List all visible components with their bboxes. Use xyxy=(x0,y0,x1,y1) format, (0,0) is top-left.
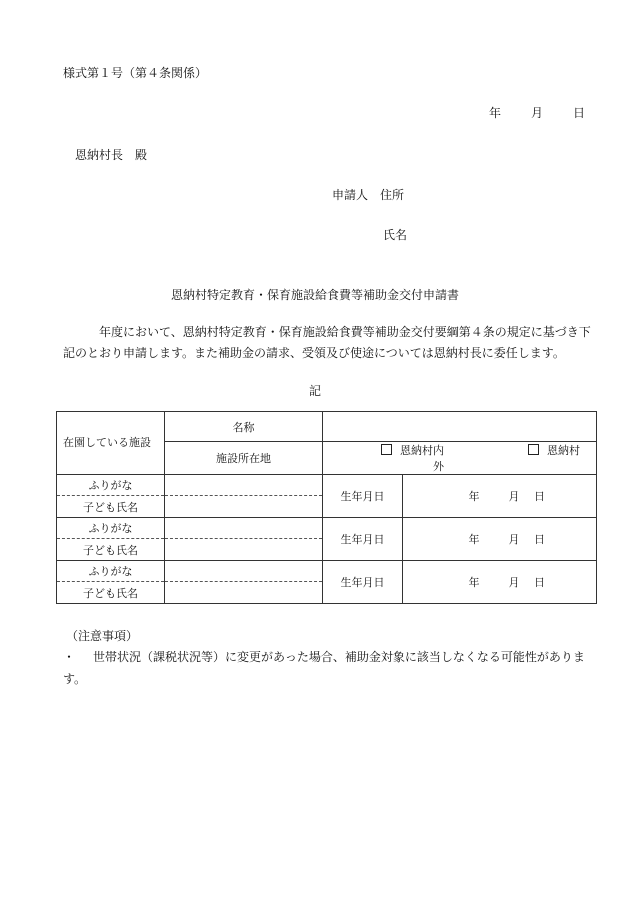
date-month: 月 xyxy=(531,106,544,120)
checkbox-icon[interactable] xyxy=(381,444,392,455)
application-table xyxy=(56,411,597,604)
birth-month: 月 xyxy=(508,490,520,503)
child-name-field[interactable] xyxy=(165,539,323,561)
birth-month: 月 xyxy=(508,576,520,589)
facility-name-field[interactable] xyxy=(323,412,597,442)
birth-day: 日 xyxy=(534,533,545,546)
furigana-label: ふりがな xyxy=(57,475,165,496)
in-village-label: 恩納村内 xyxy=(400,444,444,457)
checkbox-icon[interactable] xyxy=(528,444,539,455)
child-name-label: 子ども氏名 xyxy=(57,539,165,561)
bullet-icon: ・ xyxy=(63,650,76,664)
applicant-address-label: 申請人 住所 xyxy=(332,188,405,202)
date-line xyxy=(489,104,585,121)
furigana-label: ふりがな xyxy=(57,561,165,582)
birth-day: 日 xyxy=(534,490,545,503)
notes-title: （注意事項） xyxy=(66,629,139,643)
facility-label: 在園している施設 xyxy=(57,412,165,475)
body-text: 年度において、恩納村特定教育・保育施設給食費等補助金交付要綱第４条の規定に基づき下記のとおり申請します。また補助金の請求、受領及び使途については恩納村長に委任します。 xyxy=(63,325,591,360)
birthdate-field[interactable] xyxy=(403,518,597,561)
notes-item xyxy=(63,646,598,690)
birth-month: 月 xyxy=(508,533,520,546)
in-village-option[interactable] xyxy=(381,444,444,457)
child-name-field[interactable] xyxy=(165,582,323,604)
out-village-option[interactable] xyxy=(433,444,580,473)
date-year: 年 xyxy=(489,106,502,120)
applicant-name-label: 氏名 xyxy=(383,228,408,242)
furigana-field[interactable] xyxy=(165,561,323,582)
out-village-label: 恩納村外 xyxy=(433,444,580,473)
date-day: 日 xyxy=(573,106,586,120)
facility-name-label: 名称 xyxy=(165,412,323,442)
birthdate-field[interactable] xyxy=(403,561,597,604)
facility-location-label: 施設所在地 xyxy=(165,442,323,475)
child-name-field[interactable] xyxy=(165,496,323,518)
birth-year: 年 xyxy=(468,490,480,503)
birth-year: 年 xyxy=(468,533,480,546)
birth-day: 日 xyxy=(534,576,545,589)
birth-year: 年 xyxy=(468,576,480,589)
addressee: 恩納村長 殿 xyxy=(75,148,148,162)
furigana-field[interactable] xyxy=(165,518,323,539)
birthdate-field[interactable] xyxy=(403,475,597,518)
notes-item-text: 世帯状況（課税状況等）に変更があった場合、補助金対象に該当しなくなる可能性があります。 xyxy=(63,650,585,686)
form-number: 様式第１号（第４条関係） xyxy=(63,66,208,80)
facility-location-options xyxy=(323,442,597,475)
record-label: 記 xyxy=(308,384,321,398)
furigana-label: ふりがな xyxy=(57,518,165,539)
document-title: 恩納村特定教育・保育施設給食費等補助金交付申請書 xyxy=(170,288,459,302)
child-name-label: 子ども氏名 xyxy=(57,496,165,518)
child-name-label: 子ども氏名 xyxy=(57,582,165,604)
birthdate-label: 生年月日 xyxy=(323,561,403,604)
birthdate-label: 生年月日 xyxy=(323,475,403,518)
furigana-field[interactable] xyxy=(165,475,323,496)
birthdate-label: 生年月日 xyxy=(323,518,403,561)
